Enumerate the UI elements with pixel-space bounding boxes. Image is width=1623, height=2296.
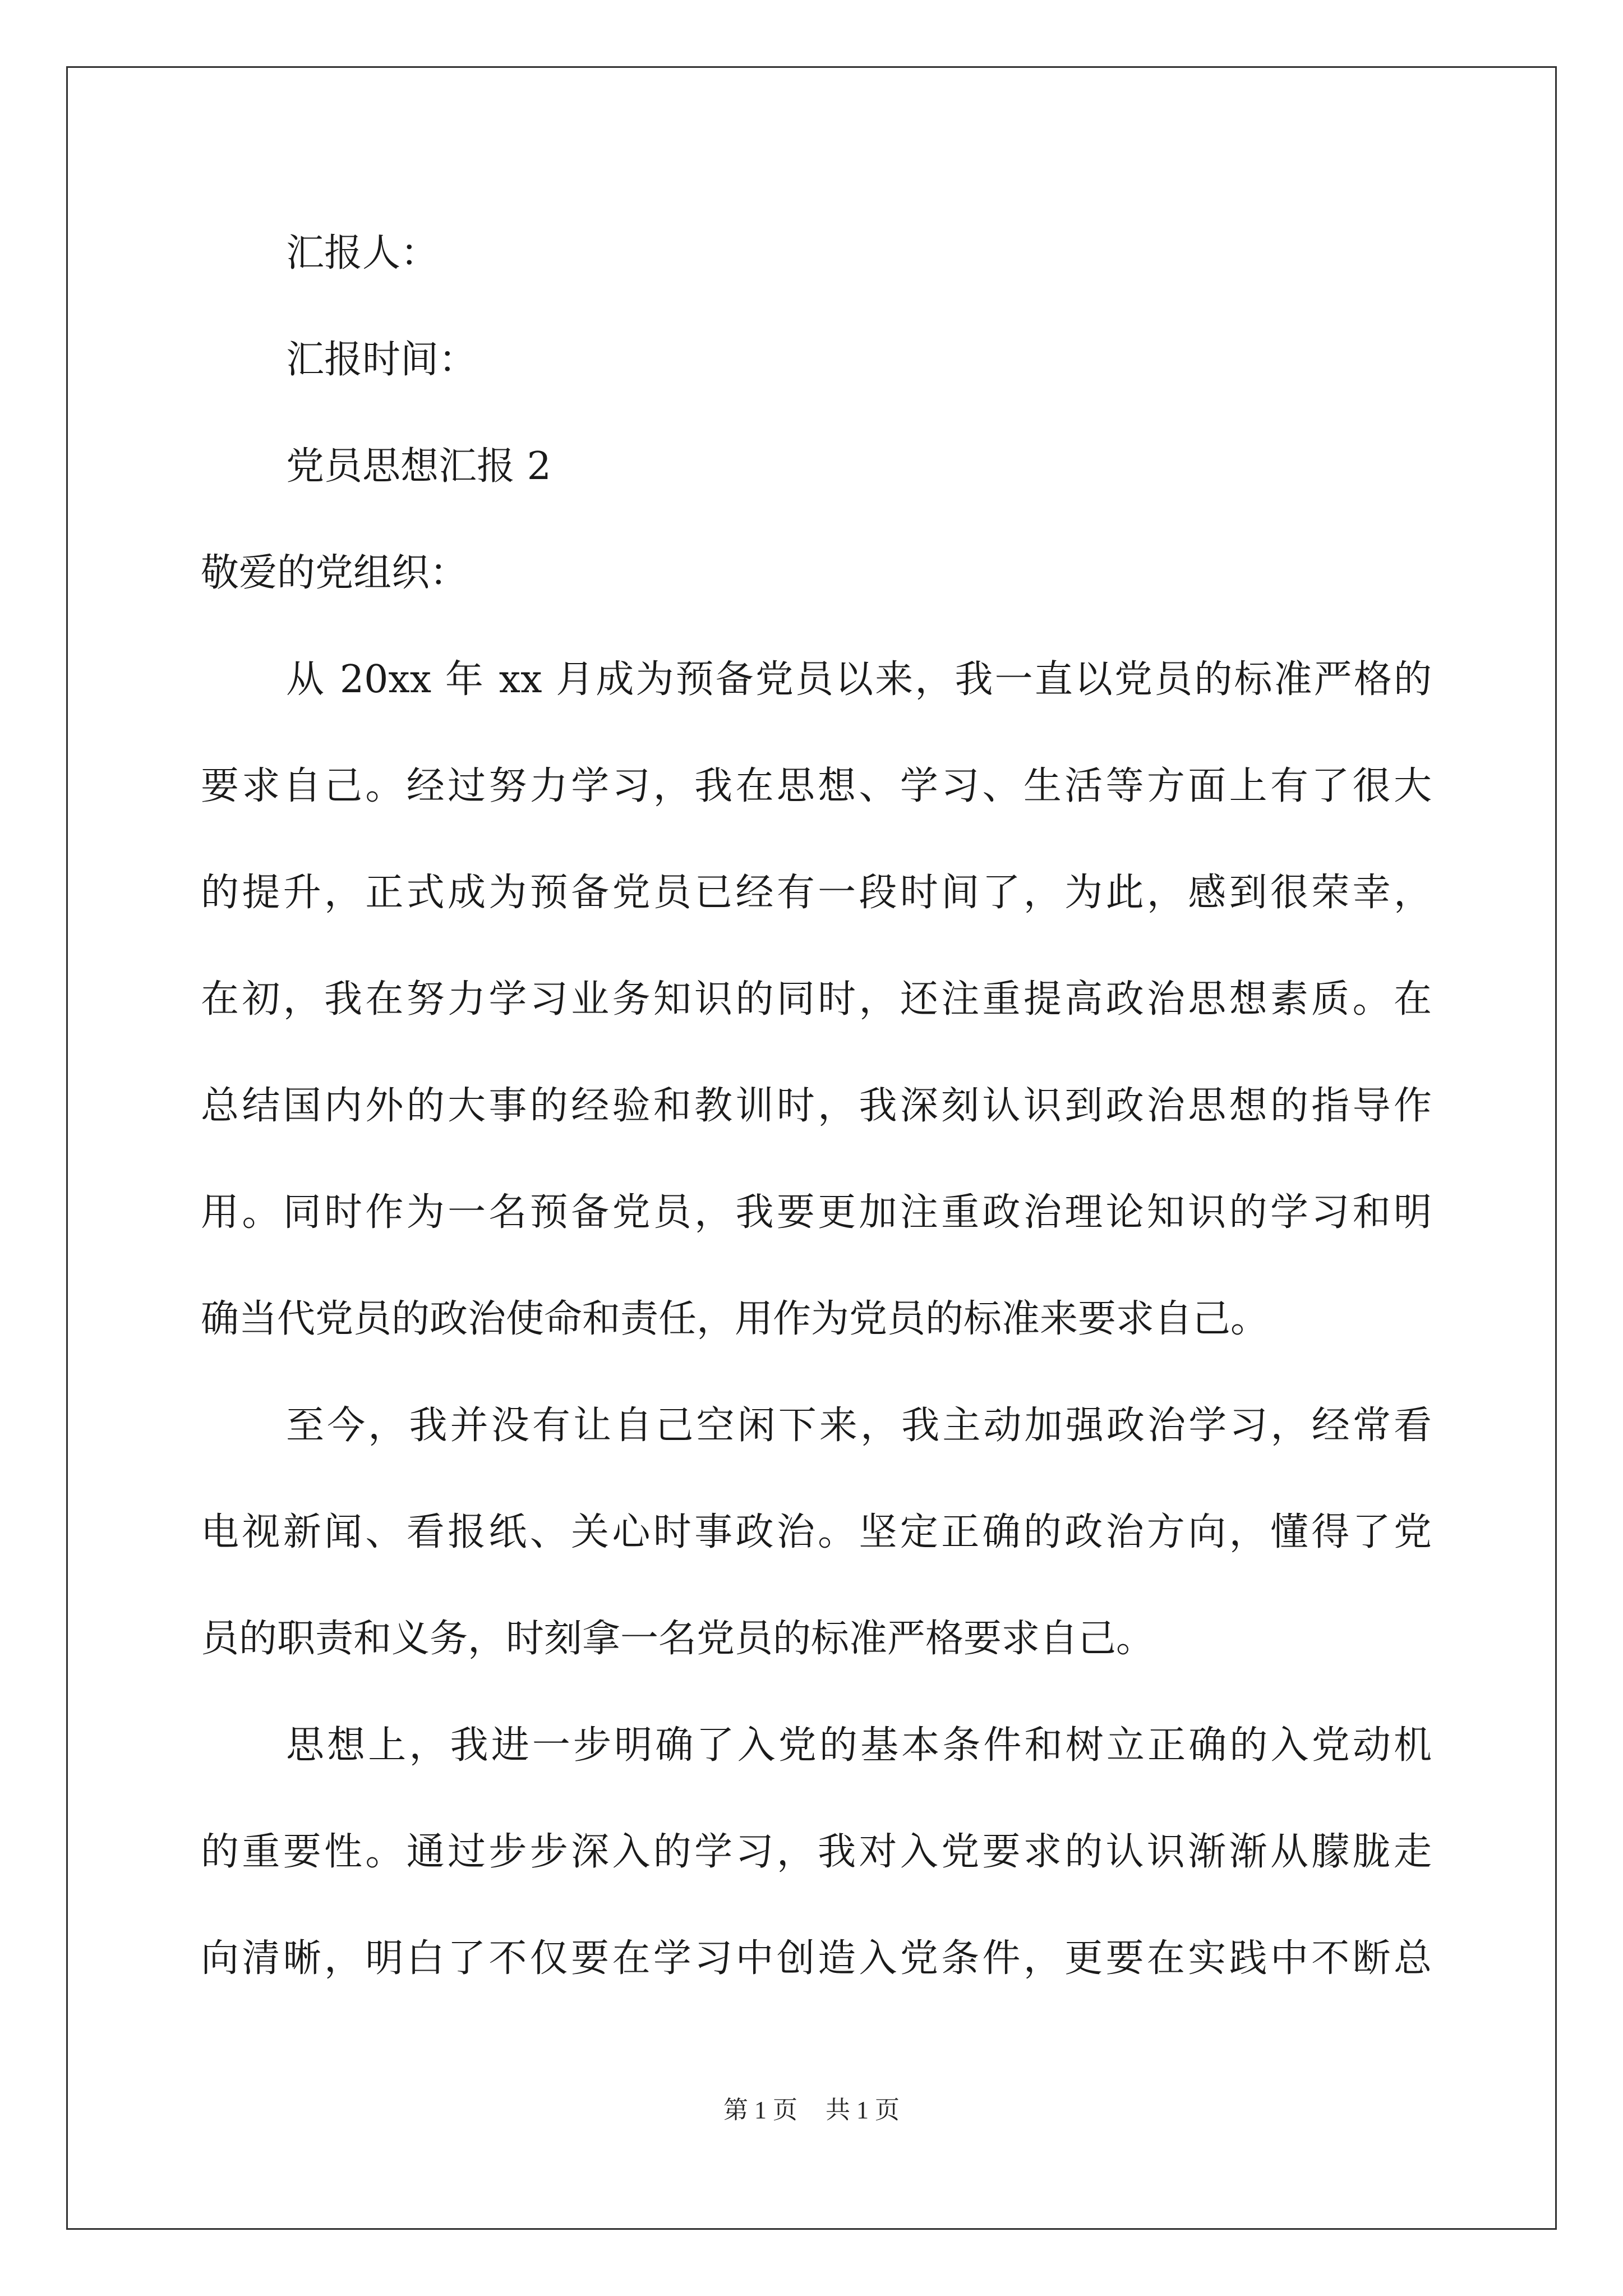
page-number: 第 1 页	[723, 2096, 797, 2124]
report-time-label: 汇报时间：	[286, 338, 477, 382]
paragraph-line: 思想上，我进一步明确了入党的基本条件和树立正确的入党动机	[286, 1723, 1432, 1768]
paragraph-line: 电视新闻、看报纸、关心时事政治。坚定正确的政治方向，懂得了党	[201, 1510, 1432, 1554]
salutation: 敬爱的党组织：	[201, 551, 468, 595]
page-footer	[0, 2093, 1623, 2127]
paragraph-line: 总结国内外的大事的经验和教训时，我深刻认识到政治思想的指导作	[201, 1084, 1432, 1128]
paragraph-line: 从 20xx 年 xx 月成为预备党员以来，我一直以党员的标准严格的	[286, 657, 1432, 702]
paragraph-line: 确当代党员的政治使命和责任，用作为党员的标准来要求自己。	[201, 1297, 1269, 1341]
paragraph-line: 用。同时作为一名预备党员，我要更加注重政治理论知识的学习和明	[201, 1190, 1432, 1235]
reporter-label: 汇报人：	[286, 231, 439, 275]
paragraph-line: 向清晰，明白了不仅要在学习中创造入党条件，更要在实践中不断总	[201, 1936, 1432, 1981]
paragraph-line: 在初，我在努力学习业务知识的同时，还注重提高政治思想素质。在	[201, 977, 1432, 1022]
paragraph-line: 至今，我并没有让自己空闲下来，我主动加强政治学习，经常看	[286, 1404, 1432, 1448]
page-border	[66, 66, 1557, 2230]
document-title: 党员思想汇报 2	[286, 444, 551, 489]
page-total: 共 1 页	[826, 2096, 900, 2124]
paragraph-line: 要求自己。经过努力学习，我在思想、学习、生活等方面上有了很大	[201, 764, 1432, 808]
paragraph-line: 员的职责和义务，时刻拿一名党员的标准严格要求自己。	[201, 1617, 1155, 1661]
paragraph-line: 的重要性。通过步步深入的学习，我对入党要求的认识渐渐从朦胧走	[201, 1830, 1432, 1874]
paragraph-line: 的提升，正式成为预备党员已经有一段时间了，为此，感到很荣幸，	[201, 871, 1432, 915]
